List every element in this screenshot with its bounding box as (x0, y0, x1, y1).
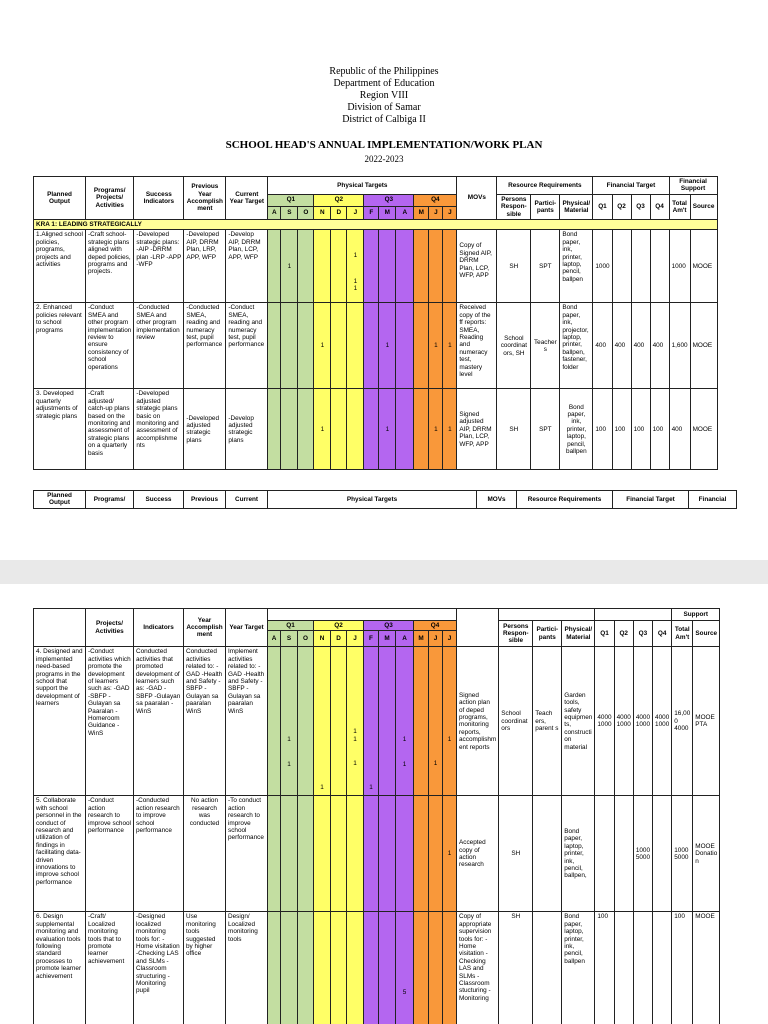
col-financial-support: Financial Support (669, 177, 717, 195)
col-fq4: Q4 (653, 621, 672, 647)
month-cell (281, 912, 298, 1024)
month-cell (396, 796, 414, 912)
month-cell (331, 647, 347, 796)
fin-q2-cell (612, 230, 631, 303)
participants-cell (533, 796, 562, 912)
header-line: Republic of the Philippines (329, 66, 439, 77)
strip-planned: Planned Output (34, 491, 86, 509)
month-header: M (379, 206, 396, 220)
col-persons: Persons Respon- sible (499, 621, 533, 647)
target-mark: 1 (402, 760, 407, 768)
header-line: Division of Samar (347, 102, 421, 113)
planned-output-cell: 3. Developed quarterly adjustments of strategic plans (34, 389, 86, 470)
col-year-target: Year Target (226, 609, 268, 647)
fin-q4-cell (653, 912, 672, 1024)
document-page-2 (0, 584, 768, 1024)
persons-cell: School coordinat ors (499, 647, 533, 796)
strip-movs: MOVs (477, 491, 517, 509)
col-fq1: Q1 (595, 621, 614, 647)
movs-cell: Signed adjusted AIP, DRRM Plan, LCP, WFP, APP (457, 389, 497, 470)
table-row (34, 303, 718, 389)
month-cell (429, 230, 443, 303)
target-mark: 1 (320, 342, 325, 350)
work-plan-table-continued (33, 608, 720, 1024)
target-mark: 1 (320, 425, 325, 433)
col-support: Support (672, 609, 720, 621)
movs-cell: Received copy of the ff reports: SMEA, Reading and numeracy test, mastery level (457, 303, 497, 389)
programs-cell: -Conduct activities which promote the development of learners such as: -GAD -SBFP -Gulayan sa Paaralan -Homeroom Guidance -WinS (86, 647, 134, 796)
strip-financial2: Financial (689, 491, 737, 509)
current-cell: -Conduct SMEA, reading and numeracy test, pupil performance (226, 303, 268, 389)
month-cell (347, 796, 364, 912)
month-header: J (443, 206, 457, 220)
month-header: F (364, 631, 379, 647)
target-mark: 1 (434, 425, 438, 433)
month-cell (268, 647, 281, 796)
material-cell: Bond paper, laptop, printer, ink, pencil, ballpen, (562, 796, 595, 912)
month-cell (396, 912, 414, 1024)
material-cell: Bond paper, ink, printer, laptop, pencil, ballpen (560, 389, 593, 470)
work-plan-table (33, 176, 718, 470)
source-cell: MOOE (690, 389, 717, 470)
month-cell (443, 230, 457, 303)
month-cell (429, 389, 443, 470)
fin-q2-cell: 400 (612, 303, 631, 389)
month-cell (364, 303, 379, 389)
target-mark: 1 (353, 285, 358, 293)
target-mark: 1 (402, 736, 407, 744)
fin-q4-cell: 400 (650, 303, 669, 389)
total-cell: 1,600 (669, 303, 690, 389)
month-cell (364, 912, 379, 1024)
total-cell: 1000 5000 (672, 796, 693, 912)
col-financial-target: Financial Target (593, 177, 669, 195)
quarter-q4: Q4 (414, 194, 457, 206)
col-total: Total Am't (672, 621, 693, 647)
quarter-q1: Q1 (268, 621, 314, 631)
quarter-q3: Q3 (364, 194, 414, 206)
fin-q1-cell (595, 796, 614, 912)
month-header: A (396, 631, 414, 647)
col-persons: Persons Respon- sible (497, 194, 531, 219)
target-mark: 1 (448, 425, 452, 433)
fin-q3-cell (633, 912, 652, 1024)
target-mark: 1 (369, 784, 373, 792)
col-financial-blank (595, 609, 672, 621)
month-cell (347, 389, 364, 470)
movs-cell: Copy of Signed AIP, DRRM Plan, LCP, WFP, APP (457, 230, 497, 303)
target-mark: 1 (447, 850, 452, 858)
month-cell (414, 796, 429, 912)
month-cell (298, 796, 314, 912)
month-header: O (298, 631, 314, 647)
col-success: Success Indicators (134, 177, 184, 220)
table-row (34, 912, 720, 1024)
month-cell (364, 647, 379, 796)
fin-q3-cell (631, 230, 650, 303)
strip-previous: Previous (184, 491, 226, 509)
current-cell: -Develop adjusted strategic plans (226, 389, 268, 470)
current-cell: -To conduct action research to improve school performance (226, 796, 268, 912)
success-cell: -Conducted action research to improve school performance (134, 796, 184, 912)
month-header: M (414, 631, 429, 647)
col-previous: Previous Year Accomplish ment (184, 177, 226, 220)
fin-q3-cell: 100 (631, 389, 650, 470)
col-year-accomplishment: Year Accomplish ment (184, 609, 226, 647)
month-cell (281, 389, 298, 470)
month-cell (268, 389, 281, 470)
material-cell: Bond paper, ink, printer, laptop, pencil, ballpen (560, 230, 593, 303)
document-title: SCHOOL HEAD'S ANNUAL IMPLEMENTATION/WORK PLAN (225, 139, 543, 151)
col-source: Source (693, 621, 720, 647)
current-cell: Design/ Localized monitoring tools (226, 912, 268, 1024)
month-cell (331, 303, 347, 389)
month-cell (298, 912, 314, 1024)
month-cell (429, 796, 443, 912)
month-cell (298, 303, 314, 389)
month-cell (443, 647, 457, 796)
total-cell: 1000 (669, 230, 690, 303)
month-cell (331, 796, 347, 912)
table-row (34, 389, 718, 470)
strip-financial: Financial Target (613, 491, 689, 509)
month-cell (414, 230, 429, 303)
month-cell (429, 303, 443, 389)
target-mark: 1 (385, 342, 390, 350)
col-fq4: Q4 (650, 194, 669, 219)
month-cell (268, 912, 281, 1024)
target-mark: 1 (433, 760, 438, 768)
month-header: A (396, 206, 414, 220)
persons-cell: SH (497, 230, 531, 303)
participants-cell (533, 912, 562, 1024)
month-cell (396, 389, 414, 470)
target-mark: 1 (353, 728, 357, 736)
strip-programs: Programs/ (86, 491, 134, 509)
movs-cell: Signed action plan of deped programs, monitoring reports, accomplishm ent reports (457, 647, 499, 796)
target-mark: 1 (448, 342, 452, 350)
col-participants: Partici- pants (533, 621, 562, 647)
col-physical-blank (268, 609, 457, 621)
month-cell (443, 796, 457, 912)
month-header: S (281, 206, 298, 220)
fin-q1-cell: 1000 (593, 230, 612, 303)
quarter-q1: Q1 (268, 194, 314, 206)
month-cell (364, 389, 379, 470)
fin-q1-cell: 4000 1000 (595, 647, 614, 796)
col-fq1: Q1 (593, 194, 612, 219)
target-mark: 1 (447, 736, 452, 744)
month-cell (414, 647, 429, 796)
month-cell (347, 230, 364, 303)
total-cell: 400 (669, 389, 690, 470)
success-cell: -Designed localized monitoring tools for: -Home visitation -Checking LAS and SLMs -Classroom structuring -Monitoring pupil (134, 912, 184, 1024)
source-cell: MOOE (690, 303, 717, 389)
col-programs: Programs/ Projects/ Activities (86, 177, 134, 220)
month-cell (268, 796, 281, 912)
fin-q2-cell: 100 (612, 389, 631, 470)
source-cell: MOOE Donatio n (693, 796, 720, 912)
target-mark: 1 (353, 760, 357, 768)
col-programs: Projects/ Activities (86, 609, 134, 647)
col-material: Physical/ Material (560, 194, 593, 219)
month-cell (414, 912, 429, 1024)
target-mark: 1 (434, 342, 438, 350)
planned-output-cell: 4. Designed and implemented need-based programs in the school that support the development of learners (34, 647, 86, 796)
school-year: 2022-2023 (364, 154, 404, 164)
month-cell (314, 303, 331, 389)
source-cell: MOOE (693, 912, 720, 1024)
programs-cell: -Craft adjusted/ catch-up plans based on the monitoring and assessment of strategic plans on a quarterly basis (86, 389, 134, 470)
previous-cell: -Conducted SMEA, reading and numeracy test, pupil performance (184, 303, 226, 389)
month-cell (347, 647, 364, 796)
month-cell (314, 796, 331, 912)
col-indicators: Indicators (134, 609, 184, 647)
month-header: N (314, 631, 331, 647)
month-cell (314, 389, 331, 470)
month-cell (443, 912, 457, 1024)
target-mark: 1 (287, 736, 291, 744)
fin-q4-cell: 4000 1000 (653, 647, 672, 796)
col-fq2: Q2 (614, 621, 633, 647)
col-total: Total Am't (669, 194, 690, 219)
participants-cell: SPT (531, 230, 560, 303)
table-row (34, 230, 718, 303)
month-cell (281, 796, 298, 912)
fin-q1-cell: 100 (595, 912, 614, 1024)
month-cell (298, 389, 314, 470)
current-cell: -Develop AIP, DRRM Plan, LCP, APP, WFP (226, 230, 268, 303)
month-cell (379, 912, 396, 1024)
repeated-header-strip (33, 490, 737, 509)
planned-output-cell: 5. Collaborate with school personnel in the conduct of research and utilization of findings in facilitating data-driven innovations to improve school performance (34, 796, 86, 912)
col-physical-targets: Physical Targets (268, 177, 457, 195)
month-cell (379, 389, 396, 470)
month-header: J (347, 631, 364, 647)
col-resource-blank (499, 609, 595, 621)
target-mark: 1 (287, 760, 291, 768)
success-cell: -Developed adjusted strategic plans basic on monitoring and assessment of accomplishme nts (134, 389, 184, 470)
month-cell (268, 230, 281, 303)
target-mark: 1 (320, 784, 324, 792)
month-header: M (414, 206, 429, 220)
success-cell: -Conducted SMEA and other program implementation review (134, 303, 184, 389)
month-cell (298, 647, 314, 796)
month-cell (414, 389, 429, 470)
fin-q3-cell: 4000 1000 (633, 647, 652, 796)
participants-cell: Teach ers, parent s (533, 647, 562, 796)
planned-output-cell: 6. Design supplemental monitoring and evaluation tools following standard processes to promote learner achievement (34, 912, 86, 1024)
target-mark: 1 (353, 277, 358, 285)
programs-cell: -Conduct SMEA and other program implementation review to ensure consistency of school operations (86, 303, 134, 389)
month-cell (396, 230, 414, 303)
programs-cell: -Conduct action research to improve school performance (86, 796, 134, 912)
programs-cell: -Craft/ Localized monitoring tools that to promote learner achievement (86, 912, 134, 1024)
material-cell: Garden tools, safety equipmen ts, constructi on material (562, 647, 595, 796)
previous-cell: No action research was conducted (184, 796, 226, 912)
month-cell (331, 912, 347, 1024)
quarter-q2: Q2 (314, 194, 364, 206)
programs-cell: -Craft school-strategic plans aligned with deped policies, programs and projects. (86, 230, 134, 303)
month-cell (379, 230, 396, 303)
month-cell (379, 303, 396, 389)
success-cell: -Developed strategic plans: -AIP -DRRM plan -LRP -APP -WFP (134, 230, 184, 303)
previous-cell: -Developed adjusted strategic plans (184, 389, 226, 470)
fin-q2-cell (614, 796, 633, 912)
month-cell (396, 303, 414, 389)
persons-cell: SH (499, 796, 533, 912)
month-cell (347, 912, 364, 1024)
current-cell: Implement activities related to: -GAD -Health and Safety -SBFP -Gulayan sa paaralan WinS (226, 647, 268, 796)
col-planned-output: Planned Output (34, 177, 86, 220)
month-cell (314, 647, 331, 796)
month-cell (396, 647, 414, 796)
month-cell (379, 796, 396, 912)
previous-cell: -Developed AIP, DRRM Plan, LRP, APP, WFP (184, 230, 226, 303)
participants-cell: Teacher s (531, 303, 560, 389)
month-cell (429, 647, 443, 796)
participants-cell: SPT (531, 389, 560, 470)
persons-cell: School coordinat ors, SH (497, 303, 531, 389)
strip-current: Current (226, 491, 268, 509)
success-cell: Conducted activities that promoted development of learners such as: -GAD -SBFP -Gulayan sa paaralan -WinS (134, 647, 184, 796)
strip-resource: Resource Requirements (517, 491, 613, 509)
col-movs-blank (457, 609, 499, 647)
col-planned-output-blank (34, 609, 86, 647)
month-header: J (429, 206, 443, 220)
month-header: N (314, 206, 331, 220)
table-row (34, 647, 720, 796)
quarter-q4: Q4 (414, 621, 457, 631)
month-header: A (268, 206, 281, 220)
month-header: D (331, 631, 347, 647)
fin-q4-cell: 100 (650, 389, 669, 470)
header-line: Department of Education (333, 78, 435, 89)
col-movs: MOVs (457, 177, 497, 220)
col-source: Source (690, 194, 717, 219)
col-participants: Partici- pants (531, 194, 560, 219)
header-line: District of Calbiga II (342, 114, 426, 125)
month-cell (281, 647, 298, 796)
month-cell (364, 230, 379, 303)
target-mark: 1 (385, 425, 390, 433)
movs-cell: Accepted copy of action research (457, 796, 499, 912)
col-fq3: Q3 (631, 194, 650, 219)
target-mark: 1 (353, 735, 357, 743)
month-cell (429, 912, 443, 1024)
month-cell (281, 303, 298, 389)
month-header: M (379, 631, 396, 647)
month-cell (331, 389, 347, 470)
month-cell (443, 303, 457, 389)
month-cell (364, 796, 379, 912)
strip-physical: Physical Targets (268, 491, 477, 509)
material-cell: Bond paper, laptop, printer, ink, pencil, ballpen (562, 912, 595, 1024)
month-cell (414, 303, 429, 389)
fin-q1-cell: 100 (593, 389, 612, 470)
previous-cell: Use monitoring tools suggested by higher office (184, 912, 226, 1024)
fin-q1-cell: 400 (593, 303, 612, 389)
col-fq3: Q3 (633, 621, 652, 647)
quarter-q2: Q2 (314, 621, 364, 631)
material-cell: Bond paper, ink, projector, laptop, printer, ballpen, fastener, folder (560, 303, 593, 389)
col-current: Current Year Target (226, 177, 268, 220)
month-cell (268, 303, 281, 389)
target-mark: 1 (287, 262, 292, 270)
col-material: Physical/ Material (562, 621, 595, 647)
fin-q3-cell: 1000 5000 (633, 796, 652, 912)
total-cell: 16,00 0 4000 (672, 647, 693, 796)
month-header: J (347, 206, 364, 220)
month-header: O (298, 206, 314, 220)
month-cell (443, 389, 457, 470)
strip-success: Success (134, 491, 184, 509)
month-header: D (331, 206, 347, 220)
fin-q2-cell: 4000 1000 (614, 647, 633, 796)
persons-cell: SH (499, 912, 533, 1024)
planned-output-cell: 2. Enhanced policies relevant to school programs (34, 303, 86, 389)
target-mark: 1 (353, 252, 358, 260)
fin-q2-cell (614, 912, 633, 1024)
month-cell (281, 230, 298, 303)
total-cell: 100 (672, 912, 693, 1024)
fin-q4-cell (650, 230, 669, 303)
kra-heading: KRA 1: LEADING STRATEGICALLY (34, 220, 718, 230)
movs-cell: Copy of appropriate supervision tools for: -Home visitation -Checking LAS and SLMs -Classroom stucturing -Monitoring (457, 912, 499, 1024)
previous-cell: Conducted activities related to: -GAD -Health and Safety -SBFP -Gulayan sa paaralan WinS (184, 647, 226, 796)
fin-q4-cell (653, 796, 672, 912)
month-cell (347, 303, 364, 389)
col-resource-requirements: Resource Requirements (497, 177, 593, 195)
month-header: A (268, 631, 281, 647)
month-cell (298, 230, 314, 303)
header-block (0, 66, 768, 126)
persons-cell: SH (497, 389, 531, 470)
month-cell (379, 647, 396, 796)
source-cell: MOOE PTA (693, 647, 720, 796)
table-row (34, 796, 720, 912)
month-cell (314, 912, 331, 1024)
planned-output-cell: 1.Aligned school policies, programs, projects and activities (34, 230, 86, 303)
source-cell: MOOE (690, 230, 717, 303)
month-header: J (443, 631, 457, 647)
month-cell (314, 230, 331, 303)
quarter-q3: Q3 (364, 621, 414, 631)
month-cell (331, 230, 347, 303)
fin-q3-cell: 400 (631, 303, 650, 389)
month-header: S (281, 631, 298, 647)
header-line: Region VIII (359, 90, 409, 101)
target-mark: 5 (402, 989, 407, 997)
col-fq2: Q2 (612, 194, 631, 219)
month-header: J (429, 631, 443, 647)
month-header: F (364, 206, 379, 220)
